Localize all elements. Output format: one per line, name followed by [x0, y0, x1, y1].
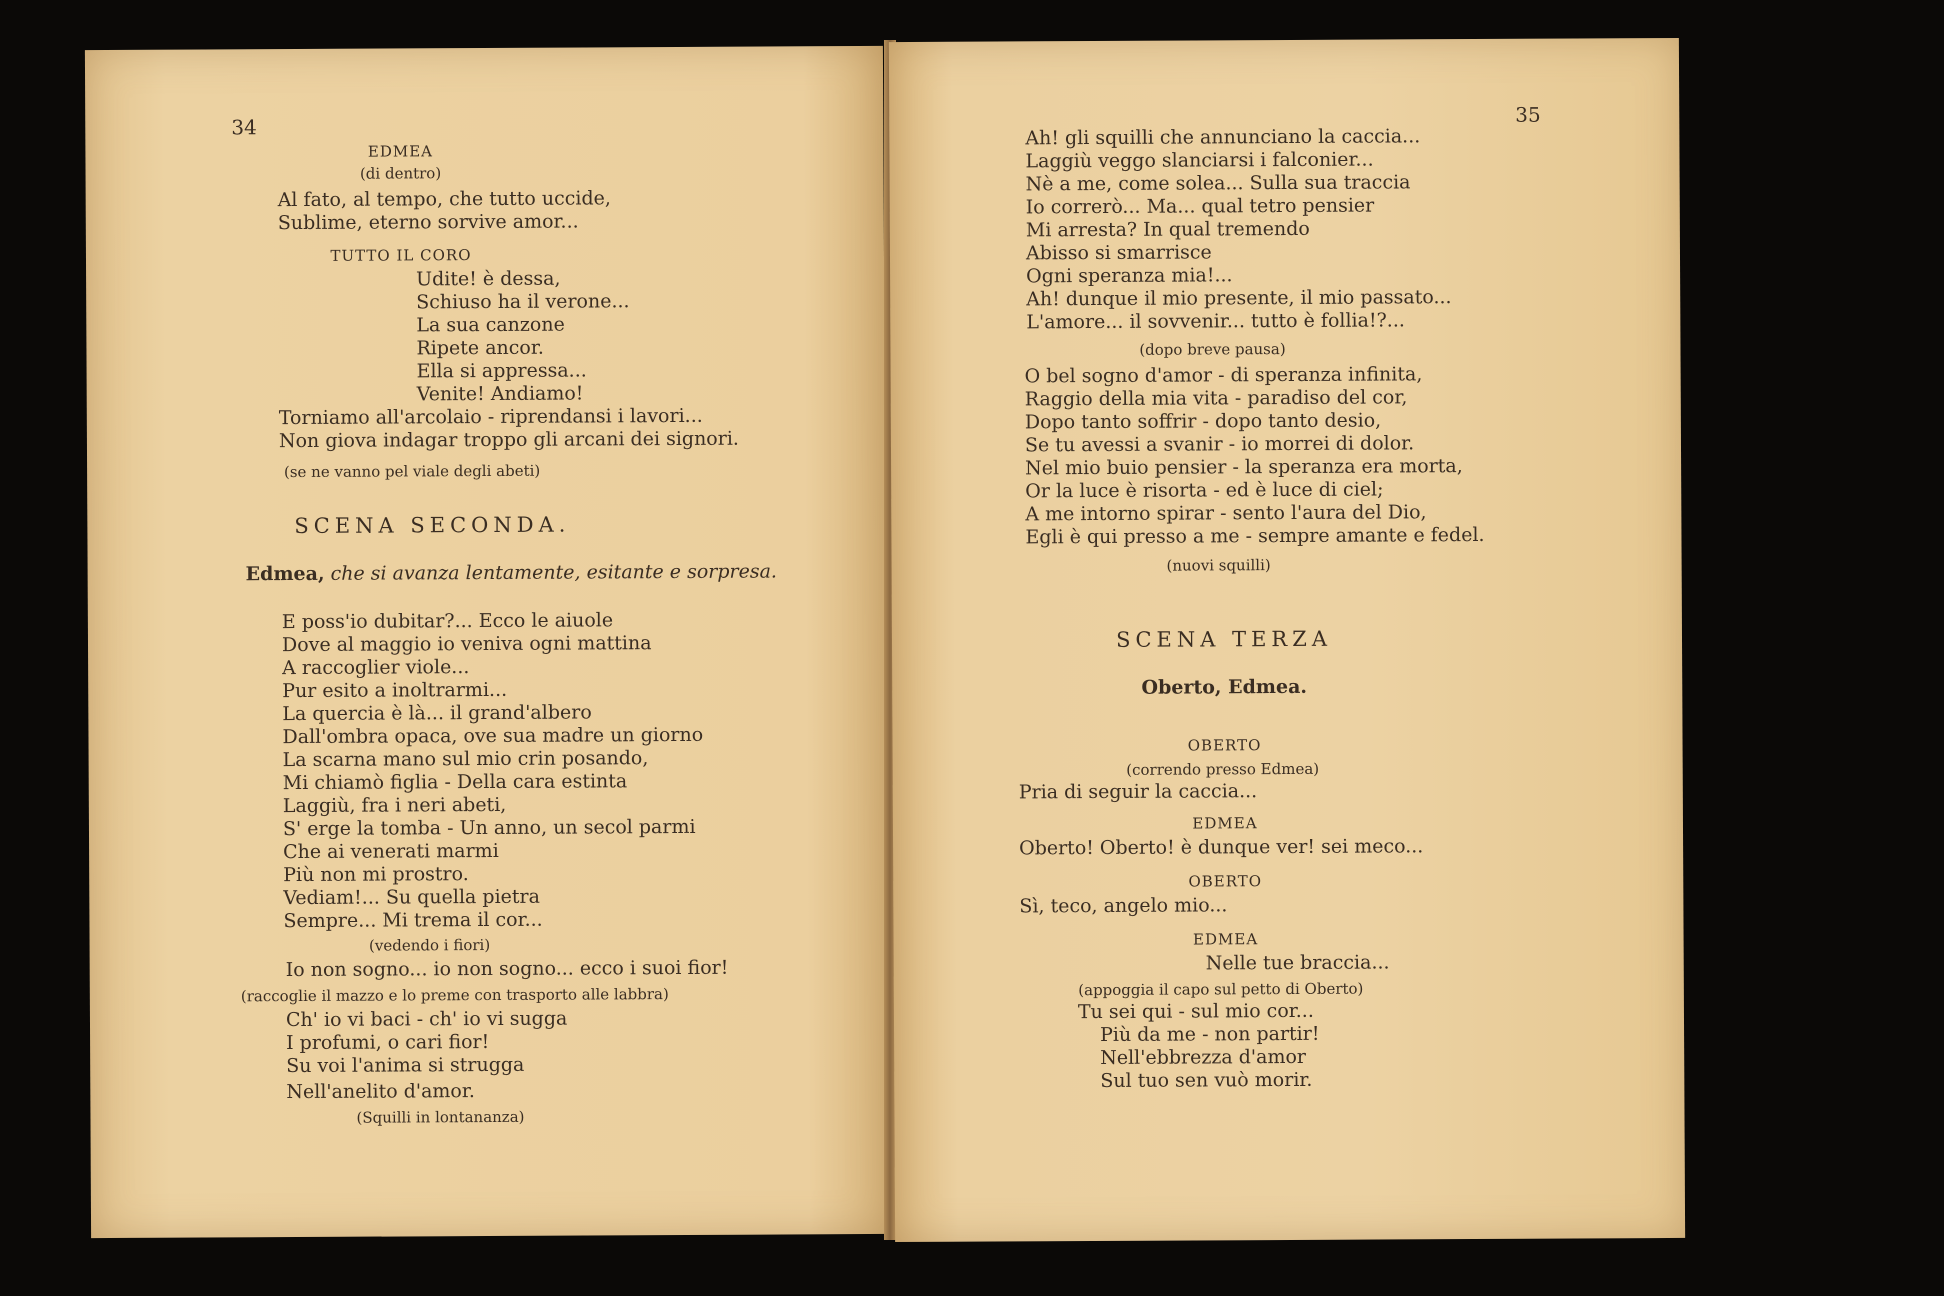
verse-line: Mi chiamò figlia - Della cara estinta [282, 770, 628, 795]
verse-line: Sempre... Mi trema il cor... [283, 908, 543, 933]
verse-line: Nell'ebbrezza d'amor [1100, 1045, 1307, 1069]
verse-line: Dopo tanto soffrir - dopo tanto desio, [1024, 409, 1382, 434]
verse-line: Ah! gli squilli che annunciano la caccia... [1025, 125, 1421, 150]
verse-line: Non giova indagar troppo gli arcani dei signori. [278, 427, 739, 453]
verse-line: Pur esito a inoltrarmi... [282, 678, 508, 703]
stage-direction: (correndo presso Edmea) [1126, 759, 1320, 779]
verse-line: Nè a me, come solea... Sulla sua traccia [1025, 171, 1411, 196]
verse-line: Torniamo all'arcolaio - riprendansi i lavori... [278, 404, 703, 430]
page-number: 34 [231, 115, 257, 140]
stage-direction: (raccoglie il mazzo e lo preme con trasporto alle labbra) [240, 985, 669, 1006]
verse-line: Raggio della mia vita - paradiso del cor, [1024, 386, 1408, 411]
speaker-label: EDMEA [1192, 930, 1259, 949]
left-page [85, 46, 889, 1238]
scene-title: SCENA TERZA [1115, 626, 1333, 652]
verse-line: Egli è qui presso a me - sempre amante e fedel. [1025, 523, 1485, 549]
verse-line: Oberto! Oberto! è dunque ver! sei meco... [1019, 835, 1424, 860]
verse-line: A raccoglier viole... [282, 656, 470, 680]
scene-heading [246, 560, 777, 585]
stage-direction: (se ne vanno pel viale degli abeti) [283, 461, 541, 482]
verse-line: Nell'anelito d'amor. [286, 1080, 475, 1104]
verse-line: Sublime, eterno sorvive amor... [277, 210, 579, 235]
verse-line: Ah! dunque il mio presente, il mio passato... [1026, 286, 1452, 311]
verse-line: Or la luce è risorta - ed è luce di ciel; [1025, 478, 1384, 503]
verse-line: Laggiù veggo slanciarsi i falconier... [1025, 148, 1374, 173]
scene-description: che si avanza lentamente, esitante e sorpresa. [330, 560, 778, 585]
verse-line: Pria di seguir la caccia... [1018, 780, 1258, 804]
stage-direction: (dopo breve pausa) [1139, 340, 1286, 359]
verse-line: I profumi, o cari fior! [286, 1030, 490, 1055]
verse-line: Io correrò... Ma... qual tetro pensier [1025, 194, 1375, 219]
verse-line: A me intorno spirar - sento l'aura del Dio, [1025, 501, 1427, 526]
scene-title: SCENA SECONDA. [294, 512, 571, 539]
verse-line: L'amore... il sovvenir... tutto è follia!?... [1026, 309, 1405, 334]
verse-line: La sua canzone [416, 313, 565, 337]
speaker-label: OBERTO [1188, 872, 1263, 891]
verse-line: Mi arresta? In qual tremendo [1025, 217, 1310, 242]
verse-line: Nel mio buio pensier - la speranza era morta, [1025, 455, 1463, 480]
verse-line: Più da me - non partir! [1100, 1022, 1320, 1046]
verse-line: Al fato, al tempo, che tutto uccide, [277, 187, 611, 212]
stage-direction: (di dentro) [359, 164, 442, 183]
verse-line: O bel sogno d'amor - di speranza infinita, [1024, 363, 1423, 388]
verse-line: Ogni speranza mia!... [1026, 264, 1233, 288]
verse-line: Ch' io vi baci - ch' io vi sugga [285, 1007, 568, 1032]
verse-line: Abisso si smarrisce [1025, 241, 1212, 265]
verse-line: La scarna mano sul mio crin posando, [282, 747, 649, 772]
verse-line: Dove al maggio io veniva ogni mattina [281, 632, 652, 657]
verse-line: Nelle tue braccia... [1205, 951, 1390, 975]
verse-line: Ella si appressa... [416, 359, 587, 383]
verse-line: Schiuso ha il verone... [416, 290, 630, 314]
verse-line: Sì, teco, angelo mio... [1019, 894, 1228, 918]
verse-line: Laggiù, fra i neri abeti, [282, 793, 507, 818]
stage-direction: (appoggia il capo sul petto di Oberto) [1078, 979, 1364, 1000]
verse-line: Io non sogno... io non sogno... ecco i suoi fior! [285, 956, 729, 982]
speaker-label: EDMEA [1192, 814, 1258, 833]
verse-line: S' erge la tomba - Un anno, un secol parmi [282, 815, 696, 841]
page-number: 35 [1515, 102, 1541, 127]
verse-line: Più non mi prostro. [283, 863, 469, 887]
verse-line: Vediam!... Su quella pietra [283, 885, 540, 910]
scene-character: Edmea, [245, 562, 325, 586]
stage-direction: (nuovi squilli) [1166, 556, 1271, 575]
speaker-label: EDMEA [367, 142, 434, 161]
right-page [889, 38, 1685, 1242]
scene-characters: Oberto, Edmea. [1141, 675, 1308, 699]
speaker-label: TUTTO IL CORO [330, 246, 472, 265]
verse-line: La quercia è là... il grand'albero [282, 701, 592, 726]
verse-line: Venite! Andiamo! [416, 382, 584, 406]
verse-line: Su voi l'anima si strugga [286, 1053, 525, 1078]
stage-direction: (Squilli in lontananza) [356, 1107, 525, 1127]
verse-line: Udite! è dessa, [416, 267, 561, 291]
verse-line: Che ai venerati marmi [283, 839, 499, 864]
speaker-label: OBERTO [1187, 736, 1262, 755]
verse-line: Tu sei qui - sul mio cor... [1077, 999, 1314, 1024]
verse-line: Ripete ancor. [416, 336, 544, 360]
verse-line: Sul tuo sen vuò morir. [1100, 1068, 1313, 1092]
verse-line: Se tu avessi a svanir - io morrei di dolor. [1024, 432, 1415, 457]
verse-line: E poss'io dubitar?... Ecco le aiuole [281, 609, 614, 634]
verse-line: Dall'ombra opaca, ove sua madre un giorno [282, 723, 704, 749]
stage-direction: (vedendo i fiori) [368, 935, 491, 955]
